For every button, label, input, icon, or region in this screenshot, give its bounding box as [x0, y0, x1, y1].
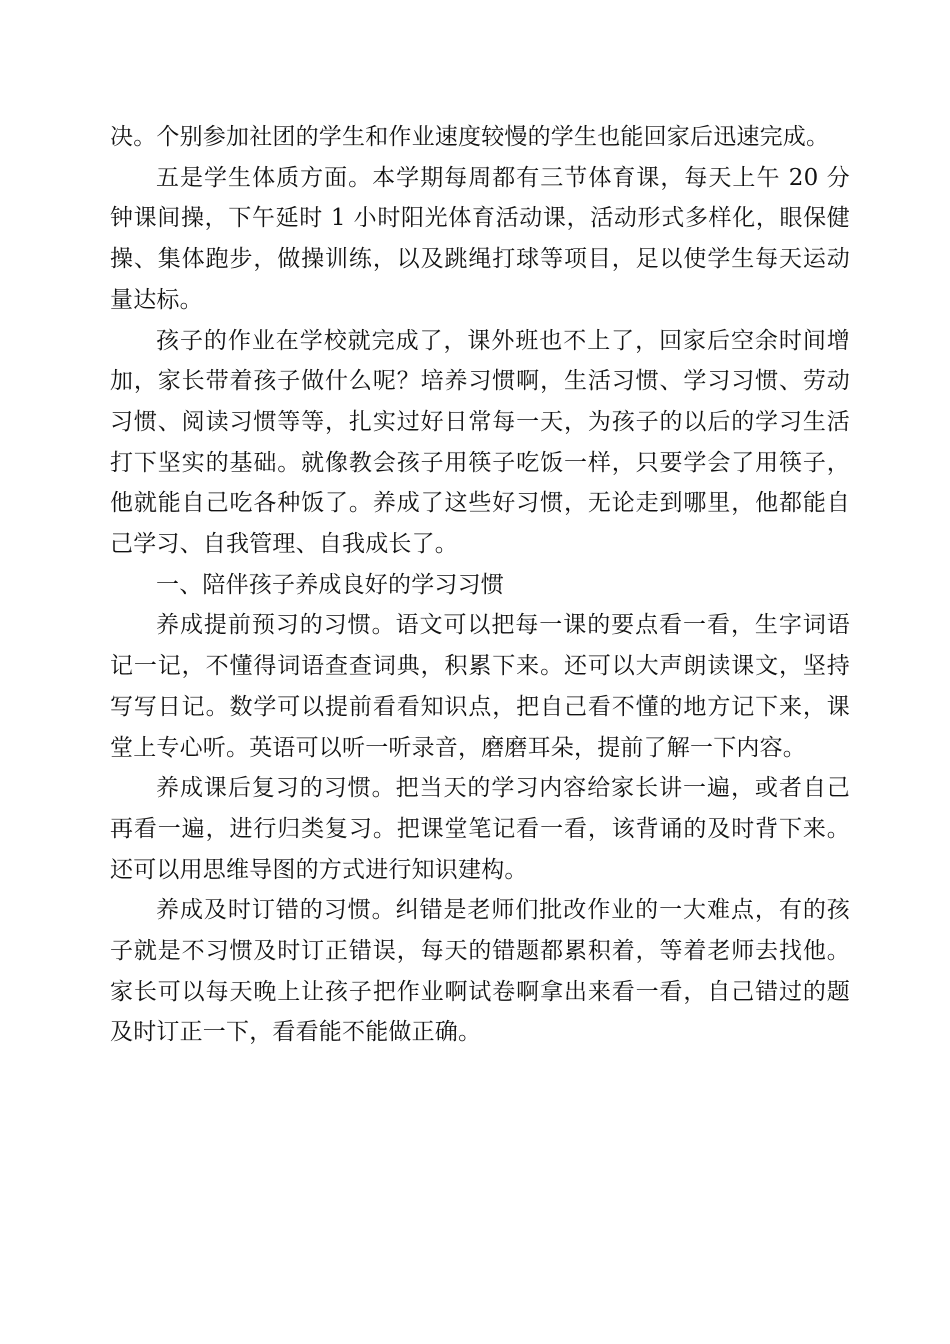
document-body [110, 117, 850, 1053]
paragraph-review-habit: 养成课后复习的习惯。把当天的学习内容给家长讲一遍，或者自己再看一遍，进行归类复习。把课堂笔记看一看，该背诵的及时背下来。还可以用思维导图的方式进行知识建构。 [110, 775, 850, 883]
paragraph-physical-fitness: 五是学生体质方面。本学期每周都有三节体育课，每天上午 20 分钟课间操，下午延时 1 小时阳光体育活动课，活动形式多样化，眼保健操、集体跑步，做操训练，以及跳绳打球等项目，足以使学生每天运动量达标。 [110, 164, 850, 313]
section-heading-study-habits: 一、陪伴孩子养成良好的学习习惯 [156, 571, 504, 598]
paragraph-continuation: 决。个别参加社团的学生和作业速度较慢的学生也能回家后迅速完成。 [110, 124, 830, 150]
paragraph-preview-habit: 养成提前预习的习惯。语文可以把每一课的要点看一看，生字词语记一记，不懂得词语查查词典，积累下来。还可以大声朗读课文，坚持写写日记。数学可以提前看看知识点，把自己看不懂的地方记下来，课堂上专心听。英语可以听一听录音，磨磨耳朵，提前了解一下内容。 [110, 612, 850, 761]
paragraph-correction-habit: 养成及时订错的习惯。纠错是老师们批改作业的一大难点，有的孩子就是不习惯及时订正错误，每天的错题都累积着，等着老师去找他。家长可以每天晚上让孩子把作业啊试卷啊拿出来看一看，自己错过的题及时订正一下，看看能不能做正确。 [110, 897, 850, 1046]
paragraph-habits-intro: 孩子的作业在学校就完成了，课外班也不上了，回家后空余时间增加，家长带着孩子做什么呢？培养习惯啊，生活习惯、学习习惯、劳动习惯、阅读习惯等等，扎实过好日常每一天，为孩子的以后的学习生活打下坚实的基础。就像教会孩子用筷子吃饭一样，只要学会了用筷子，他就能自己吃各种饭了。养成了这些好习惯，无论走到哪里，他都能自己学习、自我管理、自我成长了。 [110, 327, 850, 558]
